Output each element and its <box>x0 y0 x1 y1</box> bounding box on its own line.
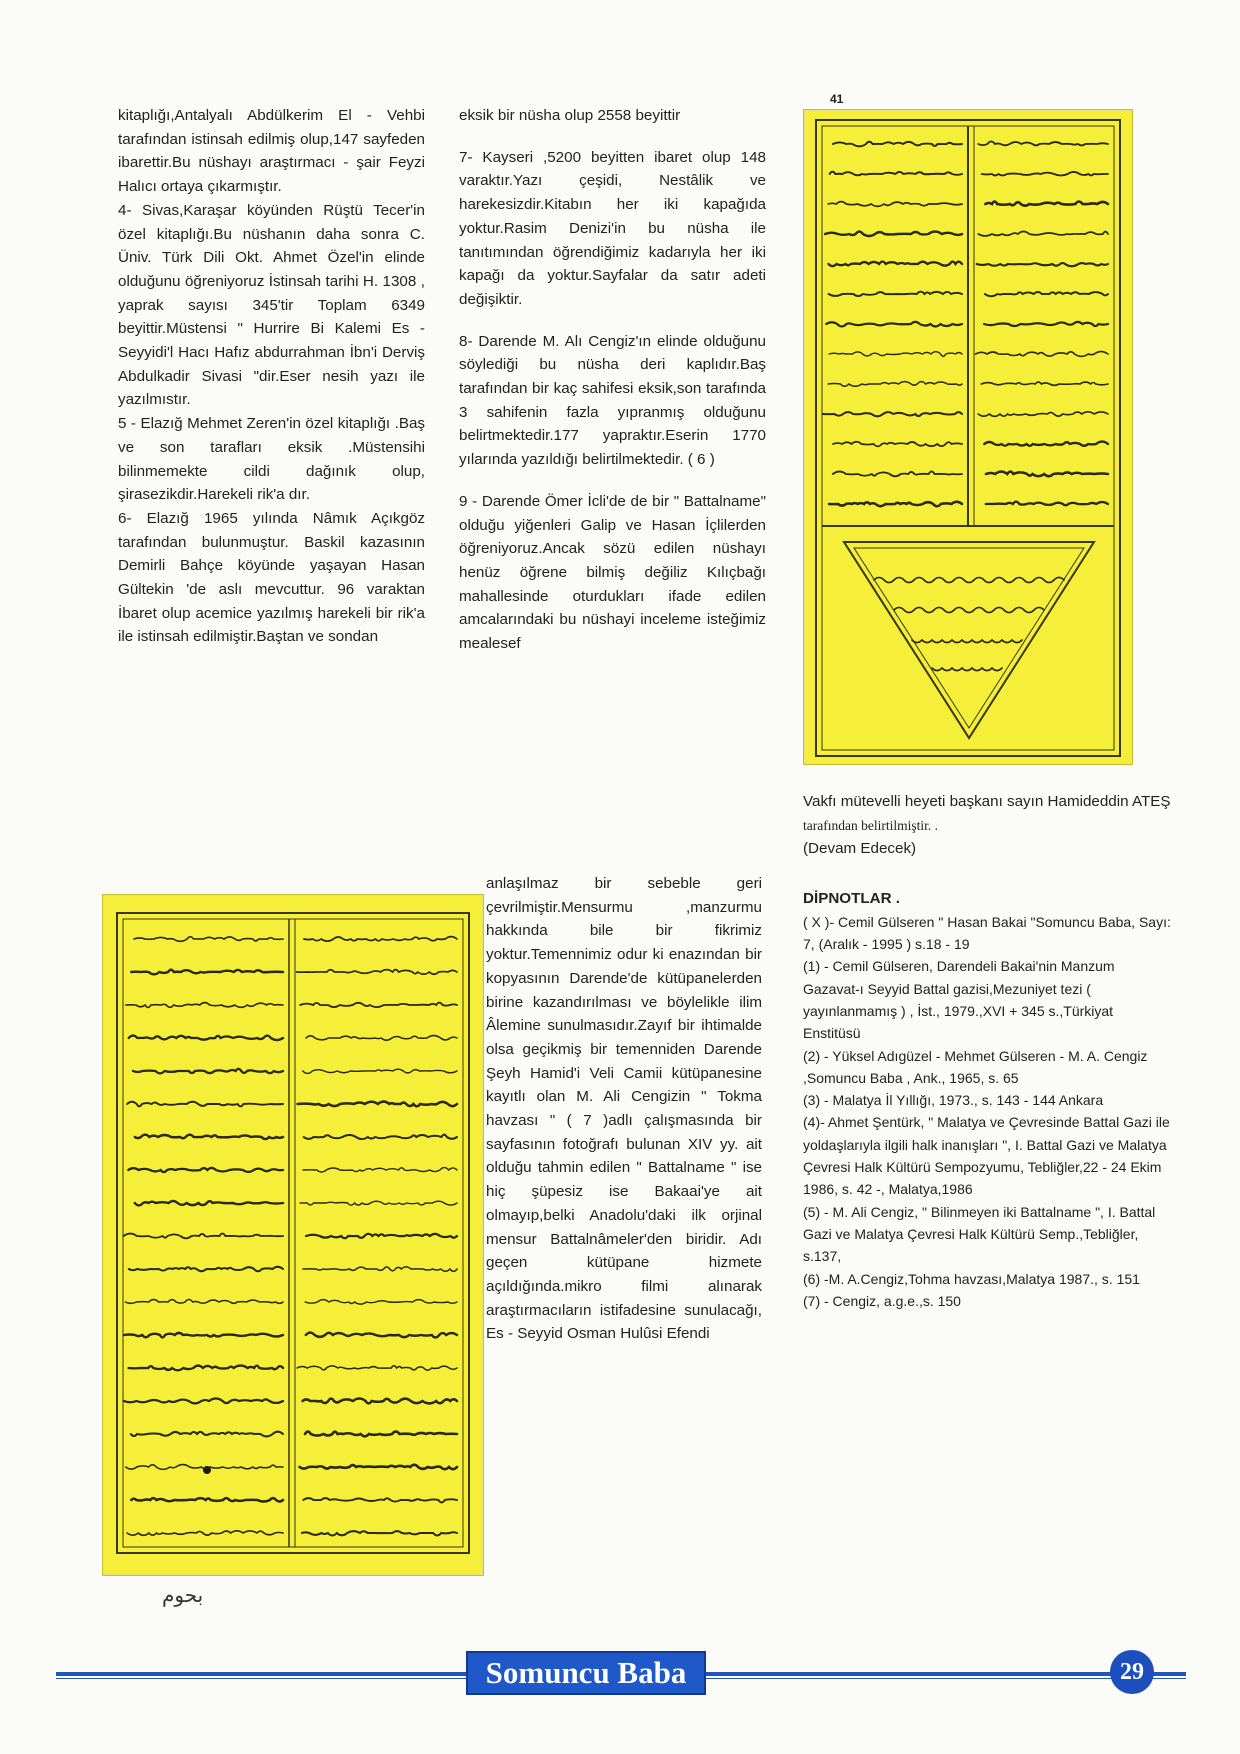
script-line <box>129 1267 283 1271</box>
footnote: (2) - Yüksel Adıgüzel - Mehmet Gülseren - M. A. Cengiz ,Somuncu Baba , Ank., 1965, s. 65 <box>803 1047 1148 1086</box>
footnotes-title: DİPNOTLAR . <box>803 890 901 908</box>
manuscript-drawing <box>804 110 1132 764</box>
page-number: 29 <box>1110 1650 1154 1694</box>
paragraph <box>803 790 1173 837</box>
script-line <box>303 1498 457 1502</box>
script-line <box>978 412 1108 417</box>
colophon-line <box>874 578 1064 583</box>
script-line <box>823 412 962 416</box>
script-line <box>298 1102 457 1107</box>
script-line <box>304 937 457 942</box>
text-column-1 <box>118 104 425 649</box>
paragraph: anlaşılmaz bir sebeble geri çevrilmiştir.Mensurmu ,manzurmu hakkında bile bir fikrimiz yoktur.Temennimiz odur ki enazından bir kopyasının Darende'de kütüpanelerden birine kazandırılması ve böylelikle ilim Âlemine sunulmasıdır.Zayıf bir ihtimalde olsa geçikmiş bir temenniden Darende Şeyh Hamid'i Veli Camii kütüpanesine kayıtlı olan M. Ali Cengizin " Tokma havzası " ( 7 )adlı çalışmasında bir sayfasının fotoğrafı bulunan XIV yy. ait olduğu tahmin edilen " Battalname " ise hiç şüpesiz ise Bakaai'ye ait olmayıp,belki Anadolu'daki ilk orjinal mensur Battalnâmeler'den biridir. Adı geçen kütüpane hizmete açıldığında.mikro filmi alınarak araştırmacıların istifadesine sunulacağı, Es - Seyyid Osman Hulûsi Efendi <box>486 875 762 1343</box>
footnote: (5) - M. Ali Cengiz, " Bilinmeyen iki Battalname ", I. Battal Gazi ve Malatya Çevresi Halk Kültürü Semp.,Tebliğler, s.137, <box>803 1203 1156 1265</box>
script-line <box>833 442 962 447</box>
script-line <box>305 1300 457 1305</box>
script-line <box>833 142 962 147</box>
footnote: (3) - Malatya İl Yıllığı, 1973., s. 143 - 144 Ankara <box>803 1092 1104 1109</box>
script-line <box>133 1069 283 1074</box>
script-line <box>126 1465 283 1470</box>
footnote: (1) - Cemil Gülseren, Darendeli Bakai'nin Manzum Gazavat-ı Seyyid Battal gazisi,Mezuniyet tezi ( yayınlanmamış ) , İst., 1979.,XVI + 345 s.,Türkiyat Enstitüsü <box>803 958 1115 1042</box>
script-line <box>828 382 962 387</box>
script-line <box>825 232 962 236</box>
script-line <box>828 202 962 207</box>
to-be-continued: (Devam Edecek) <box>803 840 917 858</box>
paragraph: 7- Kayseri ,5200 beyitten ibaret olup 148 varaktır.Yazı çeşidi, Nestâlik ve harekesizdir.Kitabın her iki kapağıda yoktur.Rasim Denizi'in bu nüsha ile tanıtımından öğrendiğimiz kadarıyla her iki kapağı da yoktur.Sayfalar da satır adeti değişiktir. <box>459 148 766 308</box>
script-line <box>985 202 1108 206</box>
script-line <box>303 1069 457 1073</box>
footnote: (4)- Ahmet Şentürk, " Malatya ve Çevresinde Battal Gazi ile yoldaşlarıyla ilgili halk inanışları ", I. Battal Gazi ve Malatya Çevresi Halk Kültürü Sempozyumu, Tebliğler,22 - 24 Ekim 1986, s. 42 -, Malatya,1986 <box>803 1114 1170 1198</box>
page-mark: 41 <box>830 92 844 106</box>
script-line <box>129 1366 283 1371</box>
manuscript-image-top <box>803 109 1133 765</box>
script-line <box>826 322 962 327</box>
script-line <box>128 1168 283 1172</box>
script-line <box>135 1135 283 1139</box>
script-line <box>125 1300 283 1304</box>
script-line <box>982 172 1108 176</box>
script-line <box>829 502 962 506</box>
footnote: (6) -M. A.Cengiz,Tohma havzası,Malatya 1987., s. 151 <box>803 1270 1140 1287</box>
script-line <box>300 1465 457 1469</box>
script-line <box>124 1234 283 1239</box>
script-line <box>829 262 963 267</box>
script-line <box>306 1036 457 1041</box>
script-line <box>131 1498 283 1501</box>
script-line <box>977 263 1108 266</box>
text-column-2-continued <box>486 872 762 1346</box>
text-column-3 <box>803 790 1173 1312</box>
paragraph: 4- Sivas,Karaşar köyünden Rüştü Tecer'in özel kitaplığı.Bu nüshanın daha sonra C. Üniv. Türk Dili Okt. Ahmet Özel'in elinde olduğunu öğreniyoruz İstinsah tarihi H. 1308 , yaprak sayısı 345'tir Toplam 6349 beyittir.Müstensi " Hurrire Bi Kalemi Es - Seyyidi'l Hacı Hafız abdurrahman İbn'i Derviş Abdulkadir Sivasi "dir.Eser nesih yazı ile yazılmıstır. <box>118 201 425 409</box>
script-line <box>833 472 962 477</box>
script-line <box>978 142 1108 146</box>
script-line <box>126 1003 283 1008</box>
script-line <box>131 970 283 975</box>
script-line <box>985 292 1108 296</box>
paragraph: eksik bir nüsha olup 2558 beyittir <box>459 107 681 124</box>
script-line <box>297 970 457 975</box>
script-line <box>984 322 1108 326</box>
script-line <box>306 1234 457 1238</box>
paragraph: 5 - Elazığ Mehmet Zeren'in özel kitaplığı .Baş ve son tarafları eksik .Müstensihi bilinmemekte cildi dağınık olup, şirasezikdir.Harekeli rik'a dır. <box>118 415 425 504</box>
script-line <box>127 1531 283 1536</box>
script-line <box>303 1267 457 1272</box>
script-line <box>127 1102 283 1107</box>
script-line <box>300 1003 457 1007</box>
magazine-brand: Somuncu Baba <box>466 1651 706 1695</box>
paragraph: kitaplığı,Antalyalı Abdülkerim El - Vehbi tarafından istinsah edilmiş olup,147 sayfeden ibarettir.Bu nüshayı araştırmacı - şair Feyzi Halıcı ortaya çıkarmıştır. <box>118 107 425 196</box>
script-line <box>124 1333 283 1337</box>
paragraph: 6- Elazığ 1965 yılında Nâmık Açıkgöz tarafından bulunmuştur. Baskil kazasının Demirli Bahçe köyünde yaşayan Hasan Gültekin 'de aslı mevcuttur. 96 varaktan İbaret olup acemice yazılmış harekeli bir rik'a ile istinsah edilmiştir.Baştan ve sondan <box>118 509 425 646</box>
manuscript-drawing <box>103 895 483 1575</box>
colophon-line <box>894 608 1044 613</box>
script-line <box>305 1432 457 1437</box>
script-line <box>978 232 1108 236</box>
script-line <box>303 1399 457 1404</box>
script-line <box>300 1201 457 1205</box>
text-column-2 <box>459 104 766 656</box>
paragraph-text: Vakfı mütevelli heyeti başkanı sayın Hamideddin ATEŞ <box>803 793 1171 810</box>
paragraph: 8- Darende M. Alı Cengiz'ın elinde olduğunu söylediği bu nüsha deri kaplıdır.Baş tarafından bir kaç sahifesi eksik,son tarafında 3 sahifenin fazla yıpranmış olduğunu belirtmektedir.177 yapraktır.Eserin 1770 yılarında yazıldığı belirtilmektedir. ( 6 ) <box>459 332 766 469</box>
paragraph-text-serif: tarafından belirtilmiştir. . <box>803 817 938 833</box>
script-line <box>302 1531 457 1535</box>
footnote: (7) - Cengiz, a.g.e.,s. 150 <box>803 1292 961 1309</box>
script-line <box>129 1036 283 1040</box>
manuscript-signature: بحوم <box>162 1585 204 1607</box>
script-line <box>984 442 1108 446</box>
colophon-line <box>932 668 1002 671</box>
script-line <box>986 502 1108 506</box>
script-line <box>124 1399 283 1404</box>
script-line <box>829 352 962 357</box>
script-line <box>135 1201 283 1205</box>
script-line <box>829 292 962 296</box>
footnote: ( X )- Cemil Gülseren " Hasan Bakai "Somuncu Baba, Sayı: 7, (Aralık - 1995 ) s.18 - 19 <box>803 913 1171 953</box>
manuscript-image-bottom <box>102 894 484 1576</box>
script-line <box>306 1333 457 1338</box>
script-line <box>297 1366 457 1370</box>
script-line <box>134 937 283 942</box>
script-line <box>986 472 1108 477</box>
script-line <box>304 1135 457 1139</box>
script-line <box>976 352 1108 357</box>
script-line <box>830 172 962 176</box>
script-line <box>131 1432 283 1437</box>
colophon-line <box>912 640 1022 643</box>
paragraph: 9 - Darende Ömer İcli'de de bir " Battalname" olduğu yiğenleri Galip ve Hasan İçlilerden öğreniyoruz.Ancak sözü edilen nüshayı henüz öğrene bilmiş değiliz Kılıçbağı mahallesinde oturdukları ifade edilen amcalarındaki bu nüshayi inceleme isteğimiz mealesef <box>459 492 766 653</box>
script-line <box>303 1168 457 1172</box>
script-line <box>981 382 1108 385</box>
